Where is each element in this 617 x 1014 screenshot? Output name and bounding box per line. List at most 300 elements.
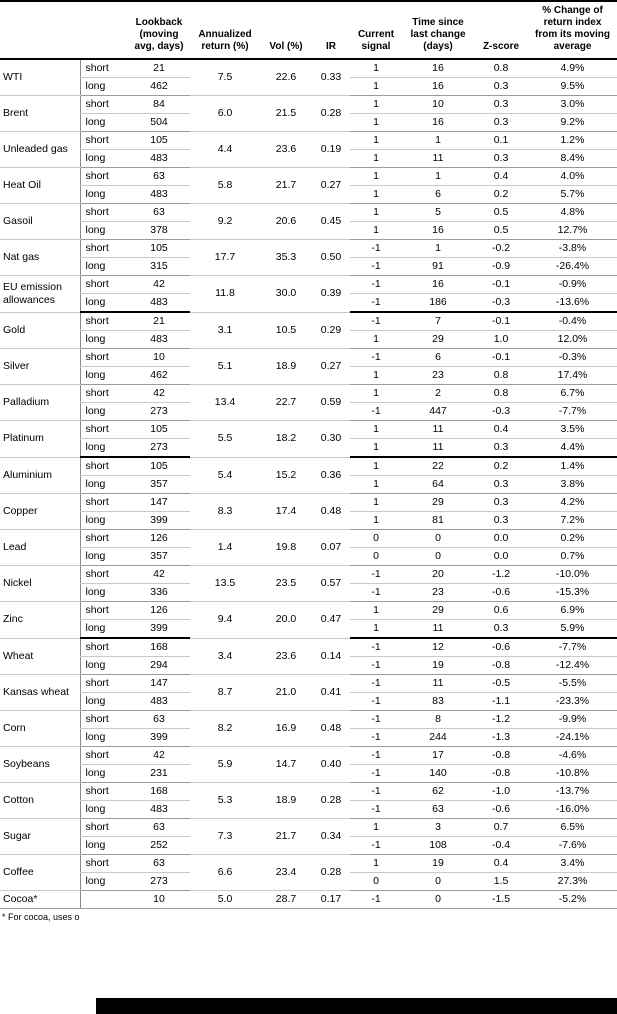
cell-time-since-change: 244 <box>402 729 474 747</box>
cell-vol: 21.5 <box>260 96 312 132</box>
cell-time-since-change: 1 <box>402 240 474 258</box>
cell-time-since-change: 63 <box>402 801 474 819</box>
header-vol: Vol (%) <box>260 1 312 59</box>
cell-lookback: 357 <box>128 548 190 566</box>
cell-zscore: 0.8 <box>474 367 528 385</box>
cell-vol: 20.6 <box>260 204 312 240</box>
cell-current-signal: -1 <box>350 566 402 584</box>
cell-current-signal: -1 <box>350 312 402 331</box>
cell-annualized-return: 3.4 <box>190 638 260 675</box>
row-label: Corn <box>0 711 80 747</box>
cell-term: long <box>80 403 128 421</box>
cell-zscore: -0.6 <box>474 638 528 657</box>
cell-term: long <box>80 114 128 132</box>
cell-lookback: 483 <box>128 294 190 313</box>
cell-ir: 0.30 <box>312 421 350 458</box>
cell-term: long <box>80 837 128 855</box>
cell-current-signal: 1 <box>350 150 402 168</box>
footnote: * For cocoa, uses o <box>2 912 80 922</box>
cell-vol: 21.7 <box>260 819 312 855</box>
cell-pct-change: -0.4% <box>528 312 617 331</box>
cell-pct-change: 4.0% <box>528 168 617 186</box>
cell-current-signal: 1 <box>350 204 402 222</box>
cell-zscore: 0.4 <box>474 168 528 186</box>
cell-term: short <box>80 96 128 114</box>
cell-term: short <box>80 240 128 258</box>
cell-vol: 30.0 <box>260 276 312 313</box>
cell-annualized-return: 8.2 <box>190 711 260 747</box>
cell-lookback: 10 <box>128 349 190 367</box>
cell-pct-change: -7.6% <box>528 837 617 855</box>
redaction-bar <box>96 998 617 1014</box>
cell-pct-change: -5.2% <box>528 891 617 909</box>
cell-zscore: 0.1 <box>474 132 528 150</box>
cell-annualized-return: 8.3 <box>190 494 260 530</box>
row-label: Zinc <box>0 602 80 639</box>
table-row <box>0 349 617 367</box>
cell-current-signal: -1 <box>350 403 402 421</box>
cell-term: long <box>80 584 128 602</box>
row-label: Silver <box>0 349 80 385</box>
cell-term: short <box>80 132 128 150</box>
cell-time-since-change: 11 <box>402 421 474 439</box>
cell-current-signal: 1 <box>350 421 402 439</box>
cell-pct-change: -15.3% <box>528 584 617 602</box>
cell-lookback: 315 <box>128 258 190 276</box>
cell-time-since-change: 5 <box>402 204 474 222</box>
cell-lookback: 21 <box>128 312 190 331</box>
table-row <box>0 96 617 114</box>
cell-ir: 0.33 <box>312 59 350 96</box>
cell-pct-change: -7.7% <box>528 403 617 421</box>
row-label: Cotton <box>0 783 80 819</box>
cell-ir: 0.19 <box>312 132 350 168</box>
table-row <box>0 457 617 476</box>
cell-lookback: 105 <box>128 421 190 439</box>
cell-lookback: 63 <box>128 168 190 186</box>
row-label: Platinum <box>0 421 80 458</box>
cell-time-since-change: 11 <box>402 150 474 168</box>
header-zscore: Z-score <box>474 1 528 59</box>
cell-zscore: 0.3 <box>474 620 528 639</box>
cell-ir: 0.36 <box>312 457 350 494</box>
table-body <box>0 59 617 909</box>
row-label: Heat Oil <box>0 168 80 204</box>
cell-lookback: 105 <box>128 457 190 476</box>
cell-time-since-change: 29 <box>402 494 474 512</box>
cell-lookback: 504 <box>128 114 190 132</box>
cell-time-since-change: 6 <box>402 186 474 204</box>
cell-lookback: 126 <box>128 602 190 620</box>
cell-lookback: 42 <box>128 276 190 294</box>
cell-lookback: 483 <box>128 693 190 711</box>
row-label: Aluminium <box>0 457 80 494</box>
cell-current-signal: 1 <box>350 855 402 873</box>
table-row <box>0 168 617 186</box>
cell-term: long <box>80 258 128 276</box>
cell-pct-change: 0.2% <box>528 530 617 548</box>
row-label: Kansas wheat <box>0 675 80 711</box>
cell-pct-change: 4.2% <box>528 494 617 512</box>
cell-annualized-return: 13.5 <box>190 566 260 602</box>
cell-current-signal: -1 <box>350 349 402 367</box>
cell-term: long <box>80 222 128 240</box>
cell-vol: 23.4 <box>260 855 312 891</box>
cell-pct-change: -13.6% <box>528 294 617 313</box>
cell-zscore: 0.3 <box>474 150 528 168</box>
cell-time-since-change: 83 <box>402 693 474 711</box>
cell-lookback: 10 <box>128 891 190 909</box>
cell-lookback: 63 <box>128 819 190 837</box>
cell-term: long <box>80 548 128 566</box>
cell-current-signal: -1 <box>350 765 402 783</box>
cell-zscore: -0.1 <box>474 276 528 294</box>
cell-ir: 0.29 <box>312 312 350 349</box>
cell-pct-change: -3.8% <box>528 240 617 258</box>
cell-zscore: 0.5 <box>474 222 528 240</box>
cell-pct-change: -13.7% <box>528 783 617 801</box>
cell-lookback: 42 <box>128 747 190 765</box>
cell-time-since-change: 19 <box>402 657 474 675</box>
cell-term: short <box>80 168 128 186</box>
cell-ir: 0.07 <box>312 530 350 566</box>
cell-vol: 21.0 <box>260 675 312 711</box>
cell-time-since-change: 16 <box>402 78 474 96</box>
cell-lookback: 63 <box>128 855 190 873</box>
row-label: EU emission allowances <box>0 276 80 313</box>
cell-annualized-return: 4.4 <box>190 132 260 168</box>
cell-term: long <box>80 150 128 168</box>
cell-term: long <box>80 620 128 639</box>
cell-vol: 18.9 <box>260 783 312 819</box>
table-row <box>0 421 617 439</box>
cell-pct-change: -10.0% <box>528 566 617 584</box>
cell-pct-change: 9.5% <box>528 78 617 96</box>
cell-current-signal: -1 <box>350 891 402 909</box>
cell-current-signal: 1 <box>350 385 402 403</box>
cell-current-signal: 1 <box>350 114 402 132</box>
cell-zscore: 0.3 <box>474 96 528 114</box>
cell-annualized-return: 6.6 <box>190 855 260 891</box>
cell-current-signal: -1 <box>350 801 402 819</box>
cell-zscore: 1.0 <box>474 331 528 349</box>
cell-lookback: 252 <box>128 837 190 855</box>
cell-term: long <box>80 186 128 204</box>
cell-lookback: 483 <box>128 801 190 819</box>
cell-lookback: 105 <box>128 240 190 258</box>
cell-current-signal: 0 <box>350 873 402 891</box>
cell-term: long <box>80 331 128 349</box>
cell-term: short <box>80 385 128 403</box>
cell-current-signal: -1 <box>350 837 402 855</box>
cell-ir: 0.41 <box>312 675 350 711</box>
cell-current-signal: -1 <box>350 783 402 801</box>
cell-pct-change: -9.9% <box>528 711 617 729</box>
cell-zscore: -0.1 <box>474 349 528 367</box>
cell-time-since-change: 0 <box>402 873 474 891</box>
row-label: Cocoa* <box>0 891 80 909</box>
cell-annualized-return: 5.5 <box>190 421 260 458</box>
cell-zscore: 0.3 <box>474 476 528 494</box>
cell-vol: 18.9 <box>260 349 312 385</box>
cell-annualized-return: 1.4 <box>190 530 260 566</box>
cell-ir: 0.28 <box>312 855 350 891</box>
cell-pct-change: 1.2% <box>528 132 617 150</box>
cell-vol: 15.2 <box>260 457 312 494</box>
cell-term: long <box>80 294 128 313</box>
cell-time-since-change: 0 <box>402 530 474 548</box>
cell-lookback: 168 <box>128 783 190 801</box>
cell-term: short <box>80 566 128 584</box>
cell-current-signal: 1 <box>350 620 402 639</box>
row-label: Nickel <box>0 566 80 602</box>
cell-pct-change: -26.4% <box>528 258 617 276</box>
cell-annualized-return: 9.2 <box>190 204 260 240</box>
cell-lookback: 126 <box>128 530 190 548</box>
header-pct-change: % Change of return index from its moving average <box>528 1 617 59</box>
cell-term: long <box>80 765 128 783</box>
cell-time-since-change: 140 <box>402 765 474 783</box>
cell-term: short <box>80 312 128 331</box>
cell-current-signal: 1 <box>350 331 402 349</box>
cell-time-since-change: 10 <box>402 96 474 114</box>
cell-pct-change: 12.0% <box>528 331 617 349</box>
cell-zscore: 0.2 <box>474 186 528 204</box>
cell-current-signal: 1 <box>350 602 402 620</box>
cell-term: short <box>80 675 128 693</box>
cell-time-since-change: 16 <box>402 59 474 78</box>
header-annualized-return: Annualized return (%) <box>190 1 260 59</box>
cell-pct-change: -7.7% <box>528 638 617 657</box>
table-row <box>0 783 617 801</box>
cell-zscore: -0.1 <box>474 312 528 331</box>
cell-term: long <box>80 801 128 819</box>
cell-pct-change: -10.8% <box>528 765 617 783</box>
cell-current-signal: 1 <box>350 494 402 512</box>
cell-lookback: 231 <box>128 765 190 783</box>
row-label: Gasoil <box>0 204 80 240</box>
cell-current-signal: -1 <box>350 584 402 602</box>
cell-term: long <box>80 693 128 711</box>
header-ir: IR <box>312 1 350 59</box>
cell-term: long <box>80 729 128 747</box>
header-name <box>0 1 80 59</box>
table-row <box>0 240 617 258</box>
row-label: Palladium <box>0 385 80 421</box>
cell-ir: 0.50 <box>312 240 350 276</box>
cell-term: short <box>80 276 128 294</box>
cell-term: short <box>80 530 128 548</box>
cell-time-since-change: 447 <box>402 403 474 421</box>
cell-lookback: 84 <box>128 96 190 114</box>
cell-annualized-return: 7.5 <box>190 59 260 96</box>
cell-ir: 0.28 <box>312 783 350 819</box>
cell-annualized-return: 11.8 <box>190 276 260 313</box>
cell-time-since-change: 3 <box>402 819 474 837</box>
cell-ir: 0.34 <box>312 819 350 855</box>
cell-annualized-return: 5.9 <box>190 747 260 783</box>
cell-time-since-change: 11 <box>402 620 474 639</box>
cell-time-since-change: 62 <box>402 783 474 801</box>
cell-pct-change: 3.4% <box>528 855 617 873</box>
cell-time-since-change: 2 <box>402 385 474 403</box>
cell-annualized-return: 5.1 <box>190 349 260 385</box>
cell-vol: 16.9 <box>260 711 312 747</box>
cell-lookback: 483 <box>128 331 190 349</box>
cell-zscore: -0.6 <box>474 801 528 819</box>
cell-current-signal: -1 <box>350 711 402 729</box>
cell-lookback: 378 <box>128 222 190 240</box>
cell-lookback: 42 <box>128 385 190 403</box>
cell-zscore: -1.0 <box>474 783 528 801</box>
cell-zscore: -0.3 <box>474 294 528 313</box>
cell-ir: 0.47 <box>312 602 350 639</box>
cell-zscore: 0.3 <box>474 494 528 512</box>
cell-ir: 0.48 <box>312 494 350 530</box>
cell-time-since-change: 81 <box>402 512 474 530</box>
cell-term: short <box>80 711 128 729</box>
cell-annualized-return: 17.7 <box>190 240 260 276</box>
cell-lookback: 63 <box>128 204 190 222</box>
cell-term: long <box>80 657 128 675</box>
cell-zscore: 0.4 <box>474 855 528 873</box>
cell-zscore: 0.3 <box>474 114 528 132</box>
cell-zscore: 0.4 <box>474 421 528 439</box>
cell-ir: 0.40 <box>312 747 350 783</box>
cell-ir: 0.59 <box>312 385 350 421</box>
cell-vol: 28.7 <box>260 891 312 909</box>
cell-zscore: 0.6 <box>474 602 528 620</box>
header-term <box>80 1 128 59</box>
row-label: Wheat <box>0 638 80 675</box>
cell-vol: 18.2 <box>260 421 312 458</box>
table-row <box>0 385 617 403</box>
cell-lookback: 147 <box>128 675 190 693</box>
cell-term: long <box>80 439 128 458</box>
cell-pct-change: 4.8% <box>528 204 617 222</box>
cell-annualized-return: 5.8 <box>190 168 260 204</box>
cell-vol: 21.7 <box>260 168 312 204</box>
cell-term <box>80 891 128 909</box>
table-row <box>0 59 617 78</box>
cell-time-since-change: 1 <box>402 132 474 150</box>
cell-zscore: 0.3 <box>474 512 528 530</box>
cell-pct-change: 6.9% <box>528 602 617 620</box>
cell-zscore: 1.5 <box>474 873 528 891</box>
row-label: Soybeans <box>0 747 80 783</box>
cell-pct-change: 4.9% <box>528 59 617 78</box>
cell-zscore: -1.3 <box>474 729 528 747</box>
cell-ir: 0.27 <box>312 168 350 204</box>
row-label: Sugar <box>0 819 80 855</box>
cell-pct-change: -0.3% <box>528 349 617 367</box>
cell-current-signal: 1 <box>350 476 402 494</box>
cell-time-since-change: 11 <box>402 439 474 458</box>
cell-lookback: 399 <box>128 620 190 639</box>
cell-annualized-return: 3.1 <box>190 312 260 349</box>
cell-current-signal: -1 <box>350 258 402 276</box>
cell-time-since-change: 19 <box>402 855 474 873</box>
cell-pct-change: -16.0% <box>528 801 617 819</box>
cell-time-since-change: 22 <box>402 457 474 476</box>
table-row <box>0 855 617 873</box>
cell-current-signal: 1 <box>350 78 402 96</box>
table-row <box>0 638 617 657</box>
table-row <box>0 312 617 331</box>
cell-ir: 0.57 <box>312 566 350 602</box>
cell-pct-change: -24.1% <box>528 729 617 747</box>
cell-zscore: -0.6 <box>474 584 528 602</box>
header-current-signal: Current signal <box>350 1 402 59</box>
row-label: WTI <box>0 59 80 96</box>
cell-vol: 35.3 <box>260 240 312 276</box>
cell-ir: 0.14 <box>312 638 350 675</box>
cell-lookback: 483 <box>128 186 190 204</box>
cell-time-since-change: 16 <box>402 276 474 294</box>
cell-pct-change: 12.7% <box>528 222 617 240</box>
cell-ir: 0.45 <box>312 204 350 240</box>
cell-current-signal: -1 <box>350 294 402 313</box>
cell-current-signal: 1 <box>350 439 402 458</box>
cell-zscore: -0.2 <box>474 240 528 258</box>
cell-term: short <box>80 421 128 439</box>
cell-vol: 10.5 <box>260 312 312 349</box>
cell-pct-change: 5.7% <box>528 186 617 204</box>
cell-current-signal: 1 <box>350 367 402 385</box>
cell-zscore: -0.5 <box>474 675 528 693</box>
cell-current-signal: -1 <box>350 240 402 258</box>
cell-time-since-change: 12 <box>402 638 474 657</box>
cell-lookback: 42 <box>128 566 190 584</box>
cell-time-since-change: 29 <box>402 602 474 620</box>
cell-current-signal: 1 <box>350 819 402 837</box>
table-row <box>0 602 617 620</box>
cell-lookback: 483 <box>128 150 190 168</box>
row-label: Lead <box>0 530 80 566</box>
row-label: Unleaded gas <box>0 132 80 168</box>
cell-lookback: 147 <box>128 494 190 512</box>
cell-lookback: 273 <box>128 873 190 891</box>
cell-time-since-change: 16 <box>402 114 474 132</box>
cell-lookback: 462 <box>128 367 190 385</box>
cell-zscore: 0.0 <box>474 548 528 566</box>
table-row <box>0 711 617 729</box>
table-row <box>0 675 617 693</box>
cell-term: short <box>80 204 128 222</box>
cell-zscore: -0.8 <box>474 747 528 765</box>
cell-term: long <box>80 78 128 96</box>
cell-time-since-change: 108 <box>402 837 474 855</box>
cell-annualized-return: 5.0 <box>190 891 260 909</box>
cell-ir: 0.39 <box>312 276 350 313</box>
cell-current-signal: 0 <box>350 548 402 566</box>
cell-term: short <box>80 855 128 873</box>
cell-term: short <box>80 457 128 476</box>
cell-zscore: 0.3 <box>474 439 528 458</box>
table-row <box>0 747 617 765</box>
table-row <box>0 530 617 548</box>
cell-current-signal: 1 <box>350 457 402 476</box>
cell-pct-change: 1.4% <box>528 457 617 476</box>
cell-lookback: 399 <box>128 512 190 530</box>
table-row <box>0 276 617 294</box>
cell-time-since-change: 17 <box>402 747 474 765</box>
cell-term: short <box>80 494 128 512</box>
cell-zscore: 0.2 <box>474 457 528 476</box>
cell-pct-change: 4.4% <box>528 439 617 458</box>
cell-pct-change: 6.5% <box>528 819 617 837</box>
cell-annualized-return: 6.0 <box>190 96 260 132</box>
